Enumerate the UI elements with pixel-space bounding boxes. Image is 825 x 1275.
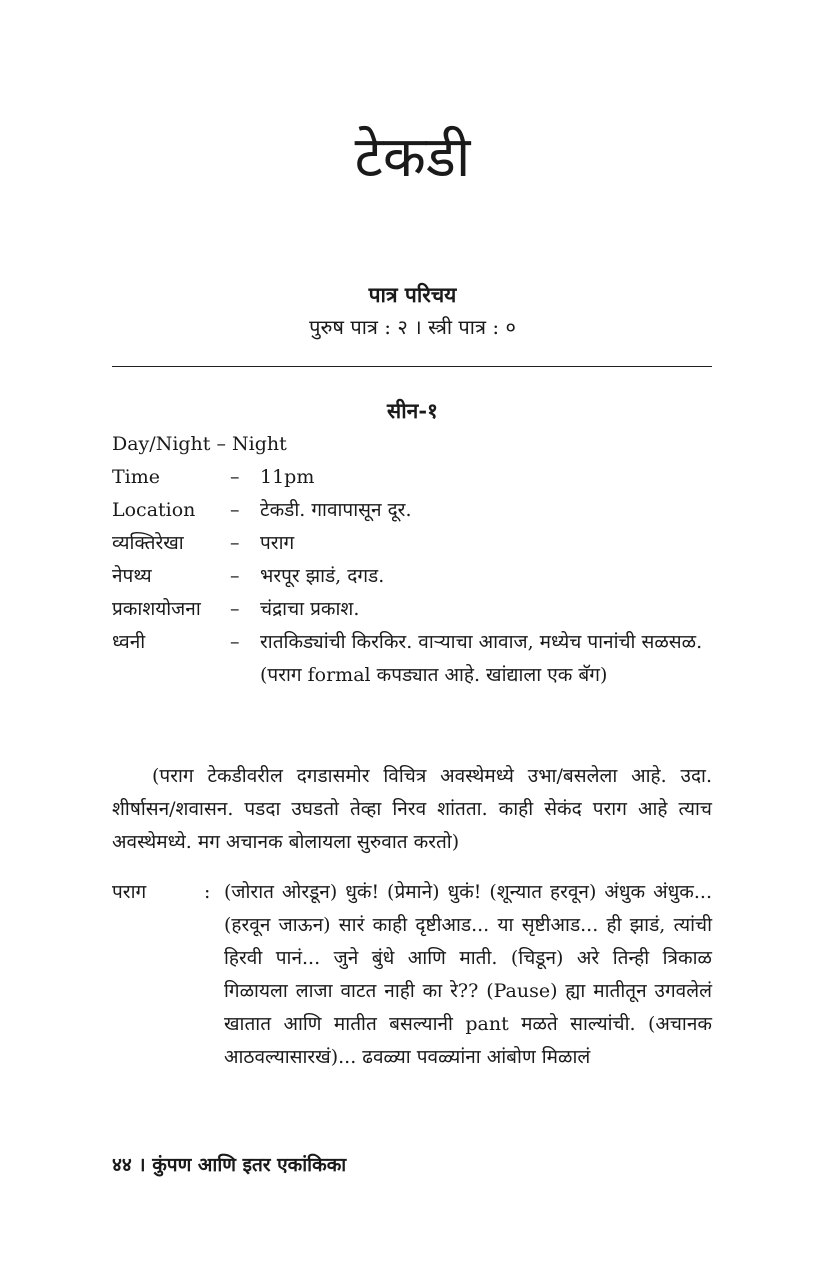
speaker-name: पराग xyxy=(112,881,147,903)
detail-dash: – xyxy=(230,532,240,554)
detail-row xyxy=(112,461,712,494)
detail-row xyxy=(112,593,712,626)
speaker-colon: : xyxy=(204,881,211,903)
detail-row xyxy=(112,626,712,692)
detail-dash: – xyxy=(230,565,240,587)
detail-label: Location xyxy=(112,499,196,521)
dialogue-block xyxy=(112,876,712,1074)
detail-row xyxy=(112,527,712,560)
detail-value: चंद्राचा प्रकाश. xyxy=(260,598,360,620)
detail-label: नेपथ्य xyxy=(112,565,152,587)
detail-row xyxy=(112,494,712,527)
page-footer: ४४ । कुंपण आणि इतर एकांकिका xyxy=(112,1154,347,1176)
divider xyxy=(112,366,712,367)
cast-heading: पात्र परिचय xyxy=(368,282,457,307)
detail-day-night-text: Day/Night – Night xyxy=(112,433,287,455)
detail-label: व्यक्तिरेखा xyxy=(112,532,184,554)
detail-value: भरपूर झाडं, दगड. xyxy=(260,565,385,587)
detail-value: टेकडी. गावापासून दूर. xyxy=(260,499,412,521)
detail-value-text: रातकिड्यांची किरकिर. वाऱ्याचा आवाज, मध्येच पानांची सळसळ. xyxy=(260,631,703,653)
page-title: टेकडी xyxy=(354,125,471,190)
detail-label: Time xyxy=(112,466,161,488)
detail-dash: – xyxy=(230,466,240,488)
detail-dash: – xyxy=(230,598,240,620)
detail-note: (पराग formal कपड्यात आहे. खांद्याला एक बॅग) xyxy=(260,664,608,686)
detail-value: 11pm xyxy=(260,466,315,488)
detail-day-night xyxy=(112,428,712,461)
scene-heading: सीन-१ xyxy=(387,398,438,423)
detail-row xyxy=(112,560,712,593)
detail-label: प्रकाशयोजना xyxy=(112,598,201,620)
detail-value: पराग xyxy=(260,532,295,554)
detail-dash: – xyxy=(230,631,240,653)
detail-value xyxy=(260,626,712,692)
dialogue-text: (जोरात ओरडून) धुकं! (प्रेमाने) धुकं! (शून्यात हरवून) अंधुक अंधुक... (हरवून जाऊन) सारं काही दृष्टीआड... या सृष्टीआड... ही झाडं, त्यांची हिरवी पानं... जुने बुंधे आणि माती. (चिडून) अरे तिन्ही त्रिकाळ गिळायला लाजा वाटत नाही का रे?? (Pause) ह्या मातीतून उगवलेलं खातात आणि मातीत बसल्यानी pant मळते साल्यांची. (अचानक आठवल्यासारखं)... ढवळ्या पवळ्यांना आंबोण मिळालं xyxy=(224,881,712,1068)
detail-dash: – xyxy=(230,499,240,521)
stage-direction: (पराग टेकडीवरील दगडासमोर विचित्र अवस्थेमध्ये उभा/बसलेला आहे. उदा. शीर्षासन/शवासन. पडदा उघडतो तेव्हा निरव शांतता. काही सेकंद पराग आहे त्याच अवस्थेमध्ये. मग अचानक बोलायला सुरुवात करतो) xyxy=(112,765,712,853)
detail-label: ध्वनी xyxy=(112,631,146,653)
scene-details xyxy=(112,428,712,692)
cast-count: पुरुष पात्र : २ । स्त्री पात्र : ० xyxy=(309,315,516,339)
